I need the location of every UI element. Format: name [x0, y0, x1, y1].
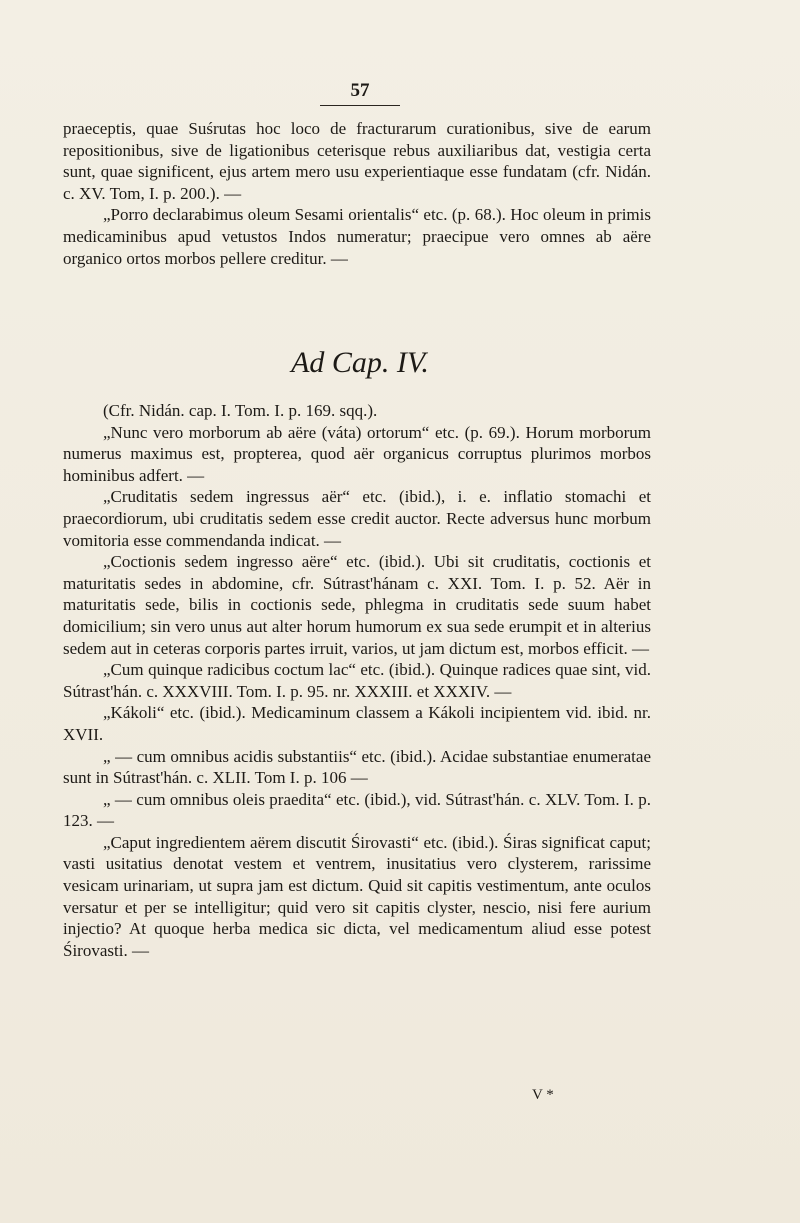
- paragraph: „ — cum omnibus acidis substantiis“ etc. (ibid.). Acidae substantiae enumeratae sunt in Sútrast'hán. c. XLII. Tom I. p. 106 —: [63, 746, 651, 788]
- section-heading: Ad Cap. IV.: [291, 346, 429, 379]
- paragraph: „Cruditatis sedem ingressus aër“ etc. (ibid.), i. e. inflatio stomachi et praecordiorum, ubi cruditatis sedem esse credit auctor. Recte adversus hunc morbum vomitoria esse commendanda indicat. —: [63, 487, 651, 550]
- upper-text-block: [63, 118, 651, 269]
- paragraph: (Cfr. Nidán. cap. I. Tom. I. p. 169. sqq.).: [103, 401, 378, 420]
- lower-text-block: [63, 400, 651, 961]
- paragraph: „Cum quinque radicibus coctum lac“ etc. (ibid.). Quinque radices quae sint, vid. Sútrast'hán. c. XXXVIII. Tom. I. p. 95. nr. XXXIII. et XXXIV. —: [63, 660, 651, 701]
- paragraph: „Kákoli“ etc. (ibid.). Medicaminum classem a Kákoli incipientem vid. ibid. nr. XVII.: [63, 703, 651, 744]
- page-number: 57: [350, 80, 370, 101]
- paragraph: „Caput ingredientem aërem discutit Śirovasti“ etc. (ibid.). Śiras significat caput; vasti usitatius denotat vestem et ventrem, inusitatius vero clysterem, rarissime vesicam urinariam, ut supra jam est dictum. Quid sit capitis vestimentum, ante oculos versatur et per se intelligitur; quid vero sit capitis clyster, nescio, nisi fere aurium injectio? At quoque herba medica sic dicta, vel medicamentum aliud esse potest Śirovasti. —: [63, 832, 651, 960]
- paragraph: „Porro declarabimus oleum Sesami orientalis“ etc. (p. 68.). Hoc oleum in primis medicaminibus apud vetustos Indos numeratur; praecipue vero omnes ab aëre organico ortos morbos pellere creditur. —: [63, 205, 651, 268]
- paragraph: „Nunc vero morborum ab aëre (váta) ortorum“ etc. (p. 69.). Horum morborum numerus maximus est, propterea, quod aër organicus corruptus plurimos morbos hominibus adfert. —: [63, 422, 651, 485]
- paragraph: „ — cum omnibus oleis praedita“ etc. (ibid.), vid. Sútrast'hán. c. XLV. Tom. I. p. 123. —: [63, 789, 651, 831]
- signature-mark: V *: [532, 1087, 554, 1103]
- paragraph: praeceptis, quae Suśrutas hoc loco de fracturarum curationibus, sive de earum repositionibus, sive de ligationibus ceterisque rebus auxiliaribus dat, vestigia certa sunt, quae significent, ejus artem mero usu experientiaque esse fundatam (cfr. Nidán. c. XV. Tom, I. p. 200.). —: [63, 119, 651, 203]
- paragraph: „Coctionis sedem ingresso aëre“ etc. (ibid.). Ubi sit cruditatis, coctionis et maturitatis sedes in abdomine, cfr. Sútrast'hánam c. XXI. Tom. I. p. 52. Aër in maturitatis sede, bilis in coctionis sede, phlegma in cruditatis sede suum habet domicilium; sin vero unus aut alter horum humorum ex sua sede erumpit et in alterius sedem aut in ceteras corporis partes irruit, varios, ut jam dictum est, morbos efficit. —: [63, 552, 651, 658]
- page-number-rule: [320, 105, 400, 106]
